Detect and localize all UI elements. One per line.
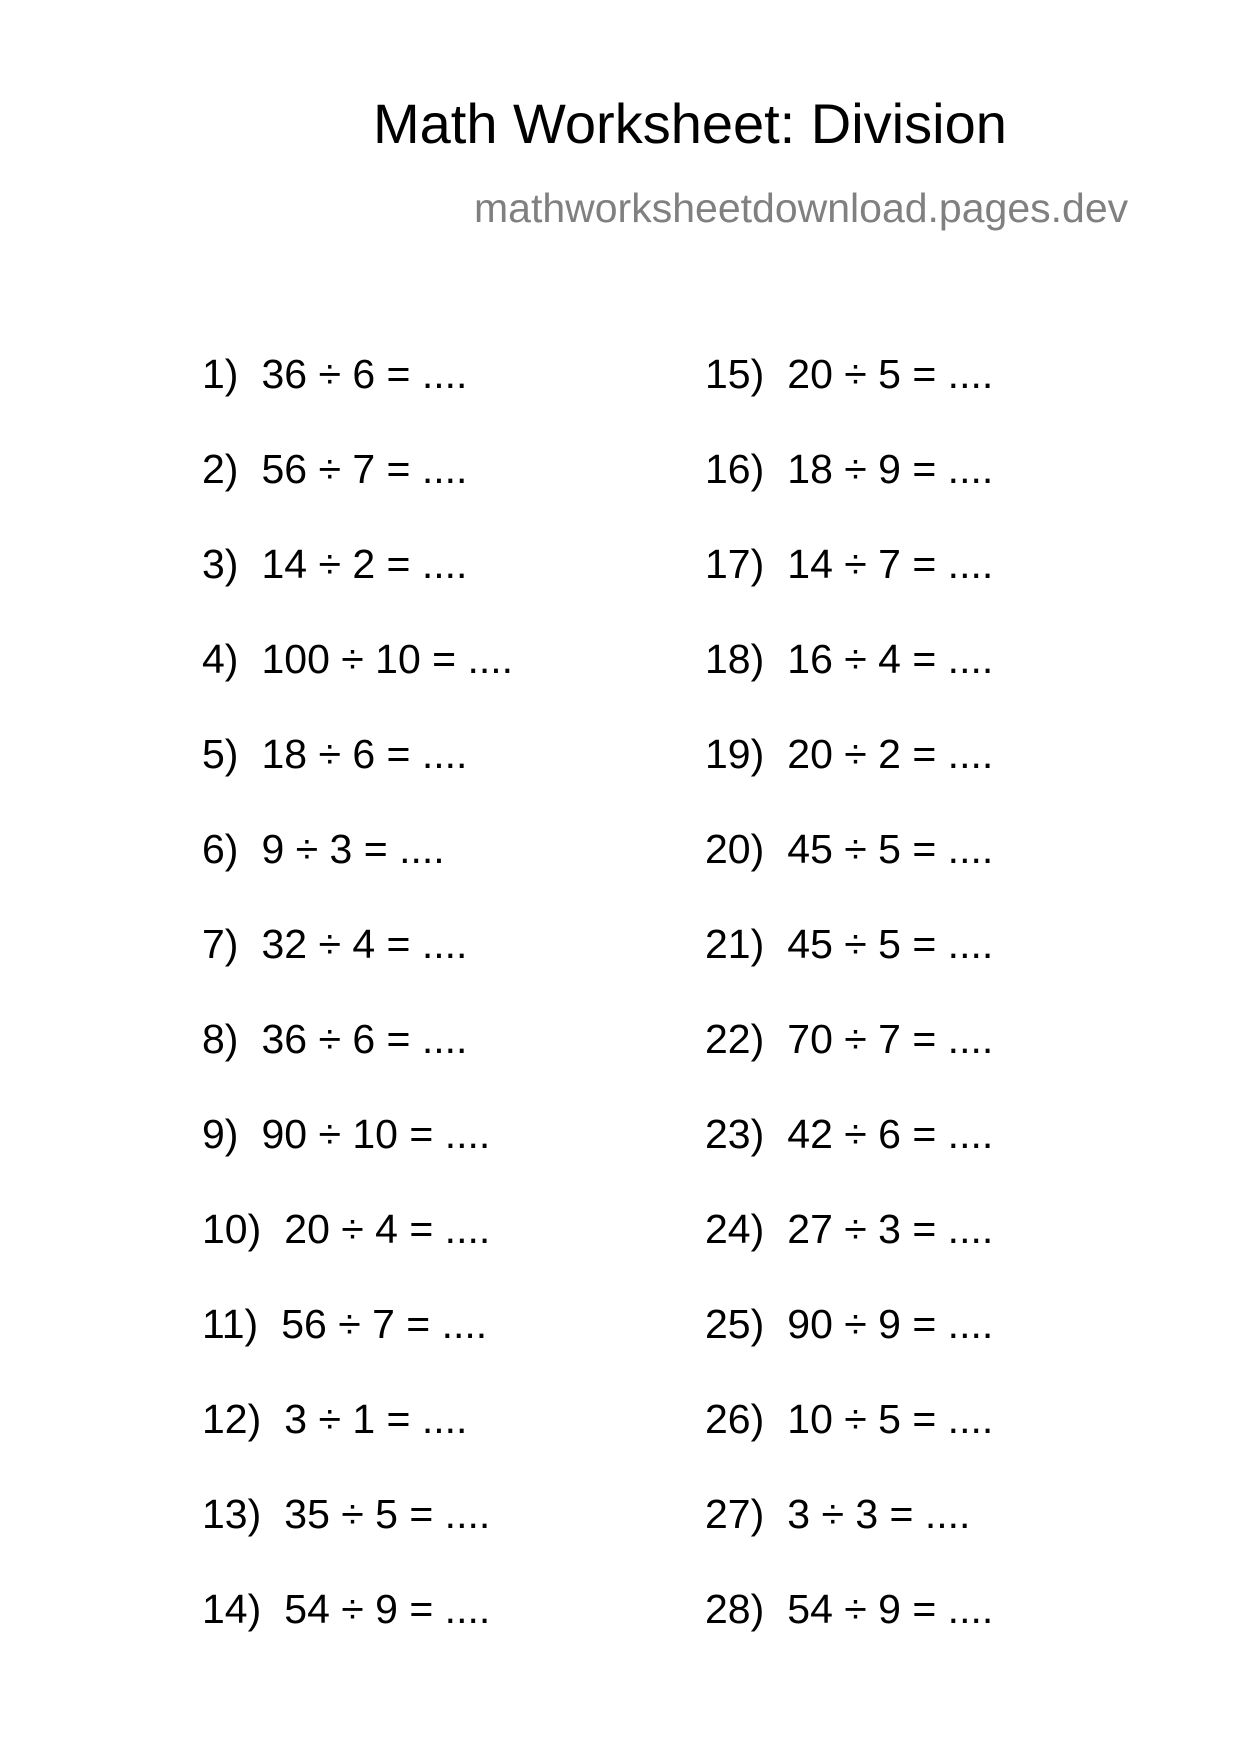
problem-item [202, 446, 513, 544]
problem-expression: 36 ÷ 6 = .... [261, 1016, 468, 1062]
problem-item [705, 921, 994, 1019]
problem-expression: 3 ÷ 1 = .... [284, 1396, 468, 1442]
problem-item [705, 1111, 994, 1209]
problem-item [705, 1206, 994, 1304]
problem-number: 17) [705, 541, 765, 587]
problem-expression: 54 ÷ 9 = .... [284, 1586, 491, 1632]
problem-expression: 36 ÷ 6 = .... [261, 351, 468, 397]
problem-number: 25) [705, 1301, 765, 1347]
problem-number: 6) [202, 826, 239, 872]
problem-expression: 32 ÷ 4 = .... [261, 921, 468, 967]
problem-number: 18) [705, 636, 765, 682]
problem-item [705, 636, 994, 734]
problem-expression: 70 ÷ 7 = .... [787, 1016, 994, 1062]
problem-item [705, 826, 994, 924]
problem-expression: 56 ÷ 7 = .... [281, 1301, 488, 1347]
problem-expression: 42 ÷ 6 = .... [787, 1111, 994, 1157]
problem-number: 16) [705, 446, 765, 492]
problem-item [202, 1206, 513, 1304]
problem-expression: 45 ÷ 5 = .... [787, 826, 994, 872]
problem-number: 5) [202, 731, 239, 777]
problem-number: 14) [202, 1586, 262, 1632]
problem-column-left [202, 351, 514, 1684]
problem-expression: 20 ÷ 4 = .... [284, 1206, 491, 1252]
problem-number: 19) [705, 731, 765, 777]
problem-expression: 90 ÷ 9 = .... [787, 1301, 994, 1347]
problem-expression: 9 ÷ 3 = .... [261, 826, 445, 872]
problem-number: 4) [202, 636, 239, 682]
problem-number: 15) [705, 351, 765, 397]
worksheet-title: Math Worksheet: Division [373, 92, 1007, 155]
problem-number: 23) [705, 1111, 765, 1157]
problem-expression: 54 ÷ 9 = .... [787, 1586, 994, 1632]
problem-item [202, 1016, 513, 1114]
problem-expression: 18 ÷ 9 = .... [787, 446, 994, 492]
problem-expression: 16 ÷ 4 = .... [787, 636, 994, 682]
problem-expression: 18 ÷ 6 = .... [261, 731, 468, 777]
problem-number: 11) [202, 1301, 259, 1347]
problem-item [202, 1111, 513, 1209]
problem-number: 21) [705, 921, 765, 967]
problem-item [202, 636, 514, 734]
problem-number: 3) [202, 541, 239, 587]
problem-item [202, 1586, 513, 1684]
problem-expression: 90 ÷ 10 = .... [261, 1111, 491, 1157]
problem-item [202, 1301, 513, 1399]
problem-item [705, 731, 994, 829]
problem-column-right [705, 351, 994, 1684]
problem-item [705, 446, 994, 544]
problem-number: 2) [202, 446, 239, 492]
problem-number: 1) [202, 351, 239, 397]
problem-number: 20) [705, 826, 765, 872]
problem-expression: 100 ÷ 10 = .... [261, 636, 514, 682]
problem-number: 7) [202, 921, 239, 967]
problem-expression: 20 ÷ 5 = .... [787, 351, 994, 397]
problem-expression: 56 ÷ 7 = .... [261, 446, 468, 492]
problem-item [202, 731, 513, 829]
problem-item [705, 1586, 994, 1684]
problem-item [202, 1491, 513, 1589]
problem-expression: 3 ÷ 3 = .... [787, 1491, 971, 1537]
problem-item [705, 541, 994, 639]
problem-item [202, 541, 513, 639]
problem-item [202, 826, 513, 924]
website-url: mathworksheetdownload.pages.dev [474, 185, 1129, 231]
problem-number: 8) [202, 1016, 239, 1062]
problem-number: 9) [202, 1111, 239, 1157]
problem-item [202, 921, 513, 1019]
problem-expression: 35 ÷ 5 = .... [284, 1491, 491, 1537]
problem-item [705, 1491, 993, 1589]
problem-number: 13) [202, 1491, 262, 1537]
problem-expression: 20 ÷ 2 = .... [787, 731, 994, 777]
problem-item [705, 1016, 994, 1114]
problem-number: 10) [202, 1206, 262, 1252]
problem-number: 22) [705, 1016, 765, 1062]
problem-item [202, 1396, 513, 1494]
problem-item [705, 351, 994, 449]
problem-item [705, 1396, 994, 1494]
problem-item [705, 1301, 994, 1399]
problem-number: 26) [705, 1396, 765, 1442]
problem-expression: 27 ÷ 3 = .... [787, 1206, 994, 1252]
problem-item [202, 351, 513, 449]
problem-expression: 14 ÷ 7 = .... [787, 541, 994, 587]
problem-expression: 10 ÷ 5 = .... [787, 1396, 994, 1442]
problem-number: 28) [705, 1586, 765, 1632]
problem-number: 24) [705, 1206, 765, 1252]
problem-expression: 45 ÷ 5 = .... [787, 921, 994, 967]
problem-number: 27) [705, 1491, 765, 1537]
problem-expression: 14 ÷ 2 = .... [261, 541, 468, 587]
problem-number: 12) [202, 1396, 262, 1442]
